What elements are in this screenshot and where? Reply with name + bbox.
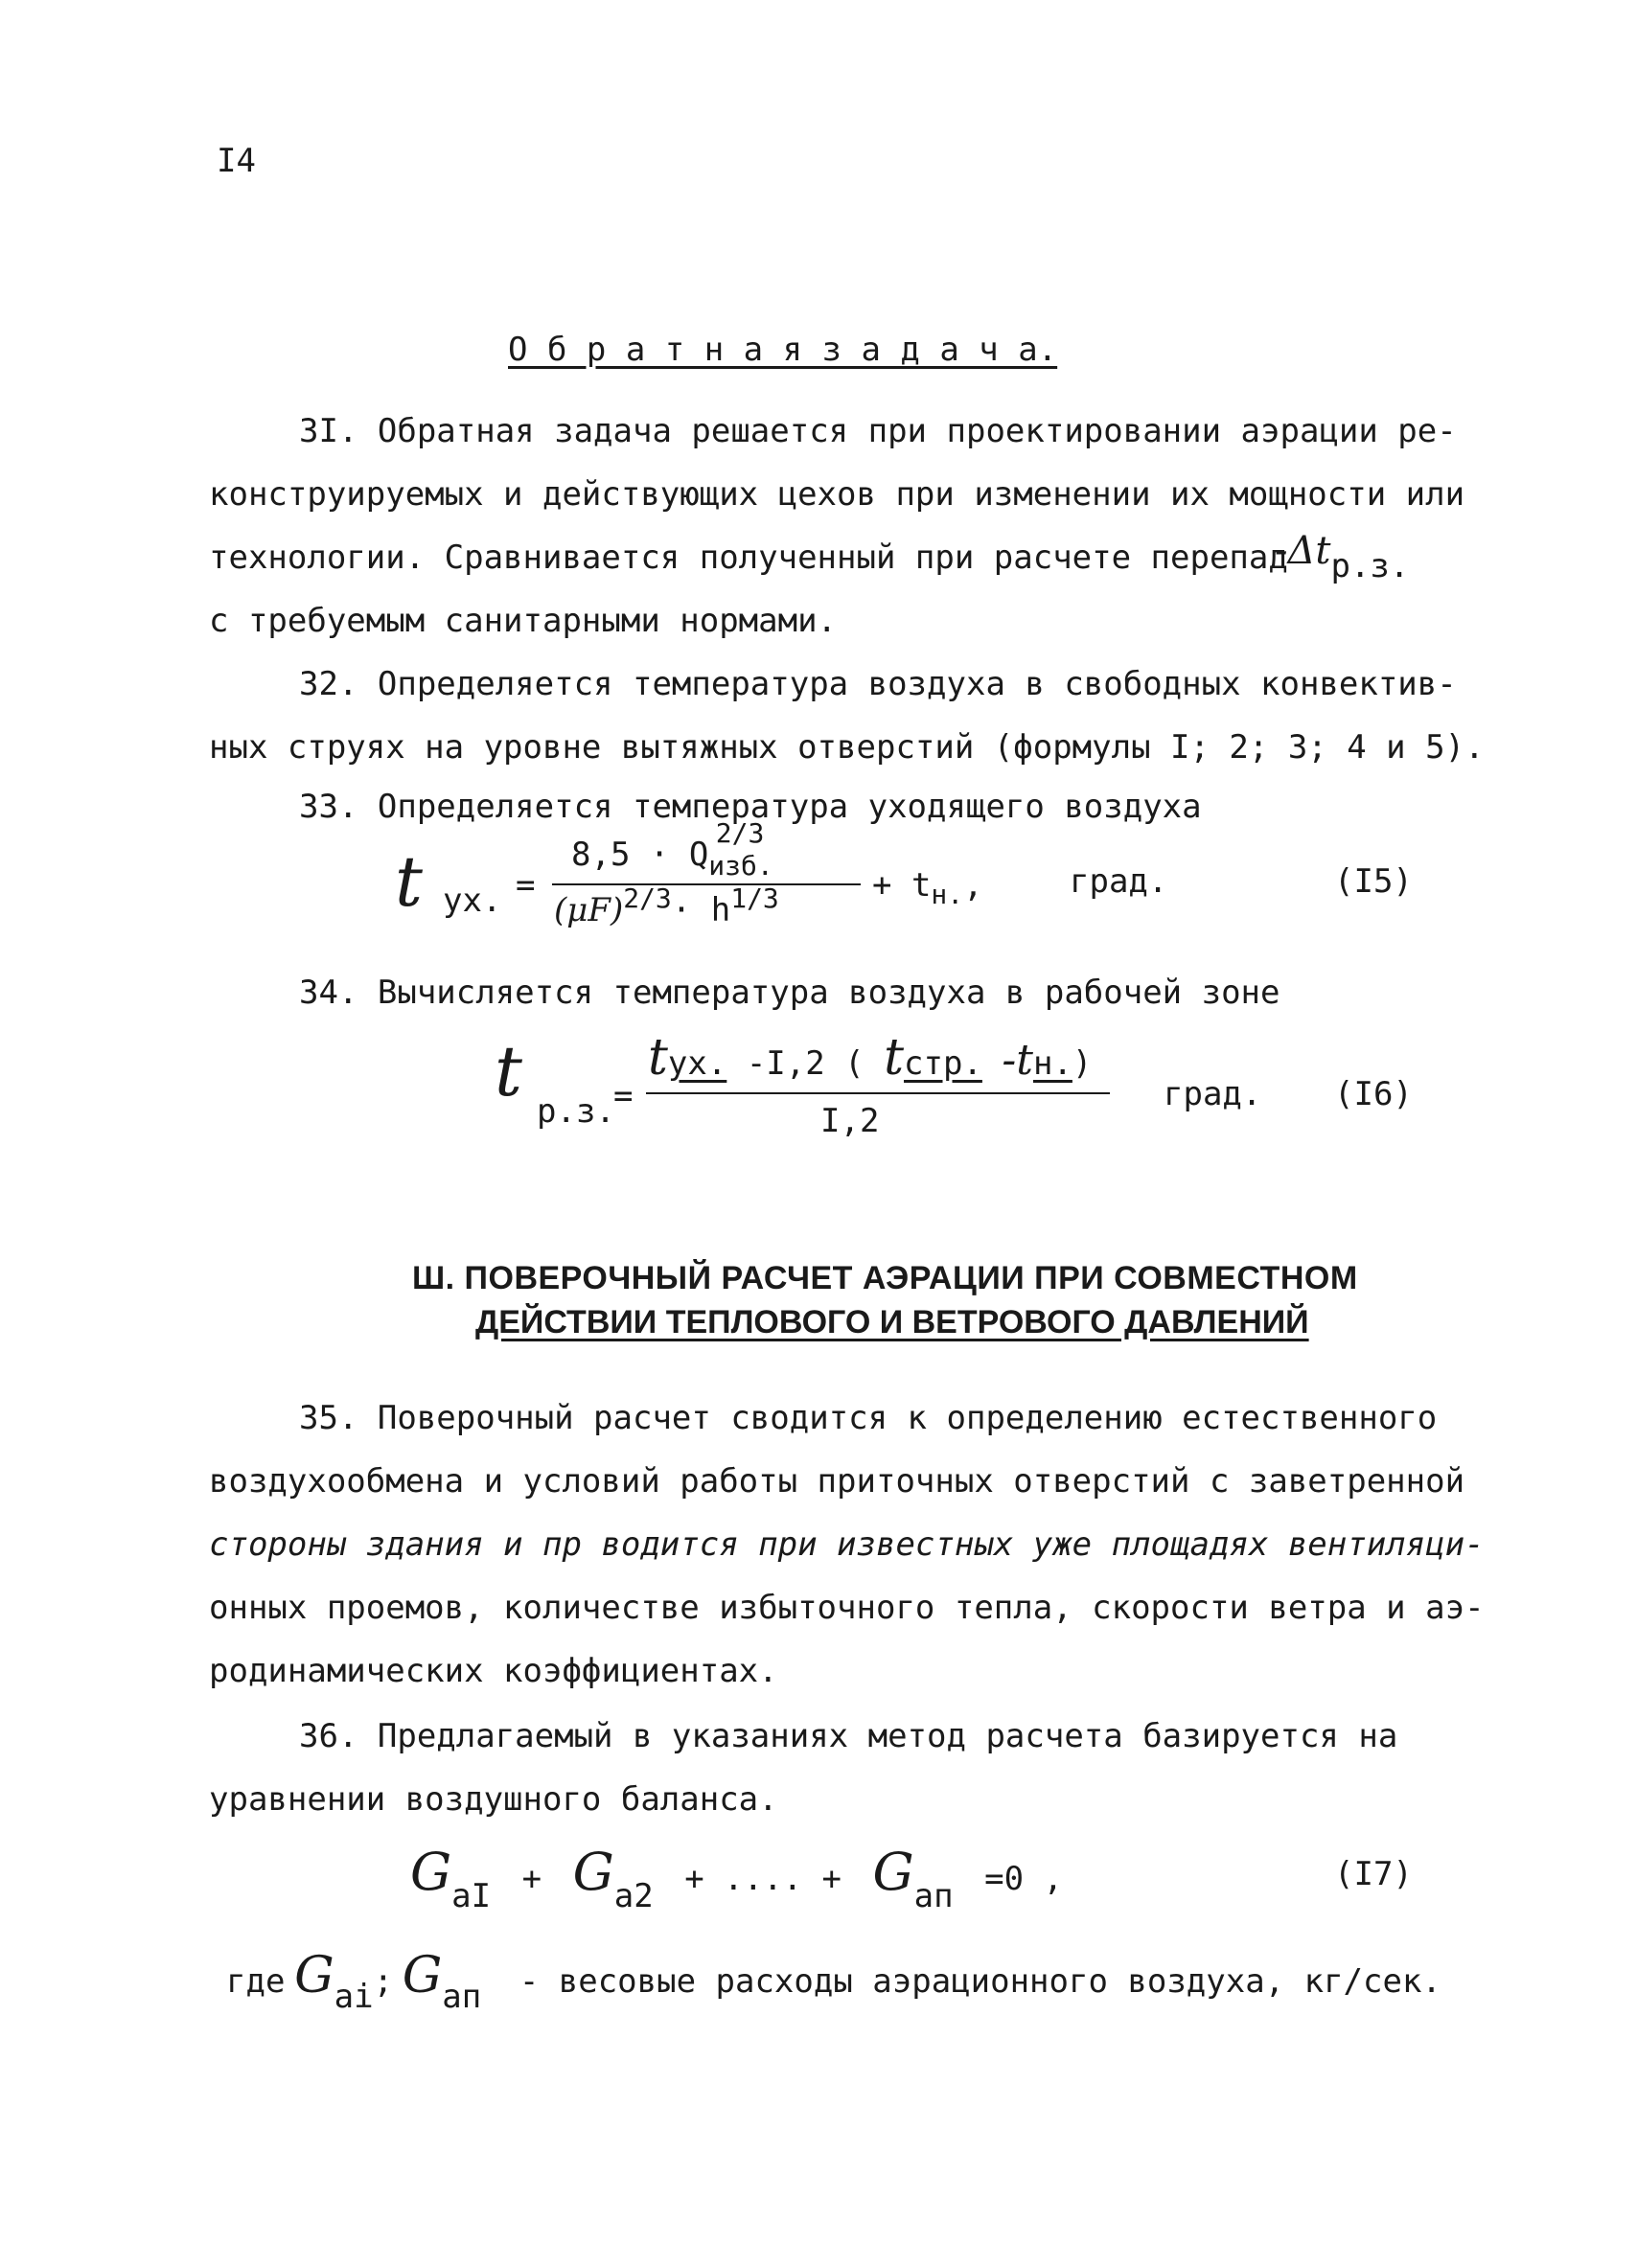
p35-line-3: стороны здания и пр водится при известных уже площадях вентиляци- (209, 1525, 1485, 1564)
f15-fraction-bar (552, 883, 861, 885)
f16-denominator: I,2 (820, 1102, 880, 1140)
f16-unit: град. (1164, 1075, 1262, 1113)
section-title: О б р а т н а я з а д а ч а. (508, 331, 1058, 369)
f16-fraction-bar (646, 1092, 1110, 1094)
f17-expression: $G_{aI} + G_{a2}$ + .... + $G_{aп} =0$ , (410, 1842, 1063, 1915)
p33-text: 33. Определяется температура уходящего воздуха (299, 788, 1202, 826)
p36-line-1: 36. Предлагаемый в указаниях метод расчета базируется на (299, 1717, 1398, 1755)
f15-plus-tn: + $t_{н.}$, (872, 866, 983, 910)
p35-line-1: 35. Поверочный расчет сводится к определению естественного (299, 1399, 1438, 1437)
f15-number: (I5) (1334, 862, 1413, 901)
p31-delta-symbol: $-\Delta t_{р.з.}$ (1275, 529, 1410, 585)
f16-numerator: tух. -I,2 ( tстр. -tн.) (648, 1029, 1093, 1087)
page-number: I4 (217, 142, 256, 180)
p32-line-2: ных струях на уровне вытяжных отверстий (формулы I; 2; 3; 4 и 5). (209, 728, 1485, 767)
p31-line-2: конструируемых и действующих цехов при изменении их мощности или (209, 475, 1465, 514)
f15-equals: = (516, 866, 536, 905)
f15-denominator: $(\mu F)^{2/3}\cdot h^{1/3}$ (554, 882, 779, 929)
f15-lhs-t: t (395, 841, 423, 922)
f16-number: (I6) (1334, 1075, 1413, 1113)
f15-unit: град. (1070, 862, 1168, 901)
f16-lhs-t: t (495, 1031, 522, 1111)
f15-numerator: $8,5 \cdot Q_{изб.}^{2/3}$ (571, 817, 773, 882)
where-clause: где Gai; Gaп - весовые расходы аэрационного воздуха, кг/сек. (226, 1947, 1441, 2016)
p35-line-5: родинамических коэффициентах. (209, 1652, 778, 1690)
f15-lhs-sub: ух. (443, 882, 502, 920)
p31-line-1: 3I. Обратная задача решается при проектировании аэрации ре- (299, 412, 1457, 450)
p32-line-1: 32. Определяется температура воздуха в свободных конвектив- (299, 665, 1457, 703)
p34-text: 34. Вычисляется температура воздуха в рабочей зоне (299, 974, 1280, 1012)
p31-line-3: технологии. Сравнивается полученный при расчете перепад (209, 538, 1288, 577)
f16-lhs-sub: р.з. (537, 1092, 615, 1131)
f16-equals: = (613, 1077, 634, 1115)
section-iii-heading-line-1: Ш. ПОВЕРОЧНЫЙ РАСЧЕТ АЭРАЦИИ ПРИ СОВМЕСТНОМ (412, 1260, 1358, 1296)
section-iii-heading-line-2: ДЕЙСТВИИ ТЕПЛОВОГО И ВЕТРОВОГО ДАВЛЕНИЙ (475, 1304, 1309, 1340)
p36-line-2: уравнении воздушного баланса. (209, 1780, 778, 1819)
f17-number: (I7) (1334, 1855, 1413, 1893)
p35-line-2: воздухообмена и условий работы приточных отверстий с заветренной (209, 1462, 1465, 1501)
p35-line-4: онных проемов, количестве избыточного тепла, скорости ветра и аэ- (209, 1589, 1485, 1627)
p31-line-4: с требуемым санитарными нормами. (209, 602, 838, 640)
